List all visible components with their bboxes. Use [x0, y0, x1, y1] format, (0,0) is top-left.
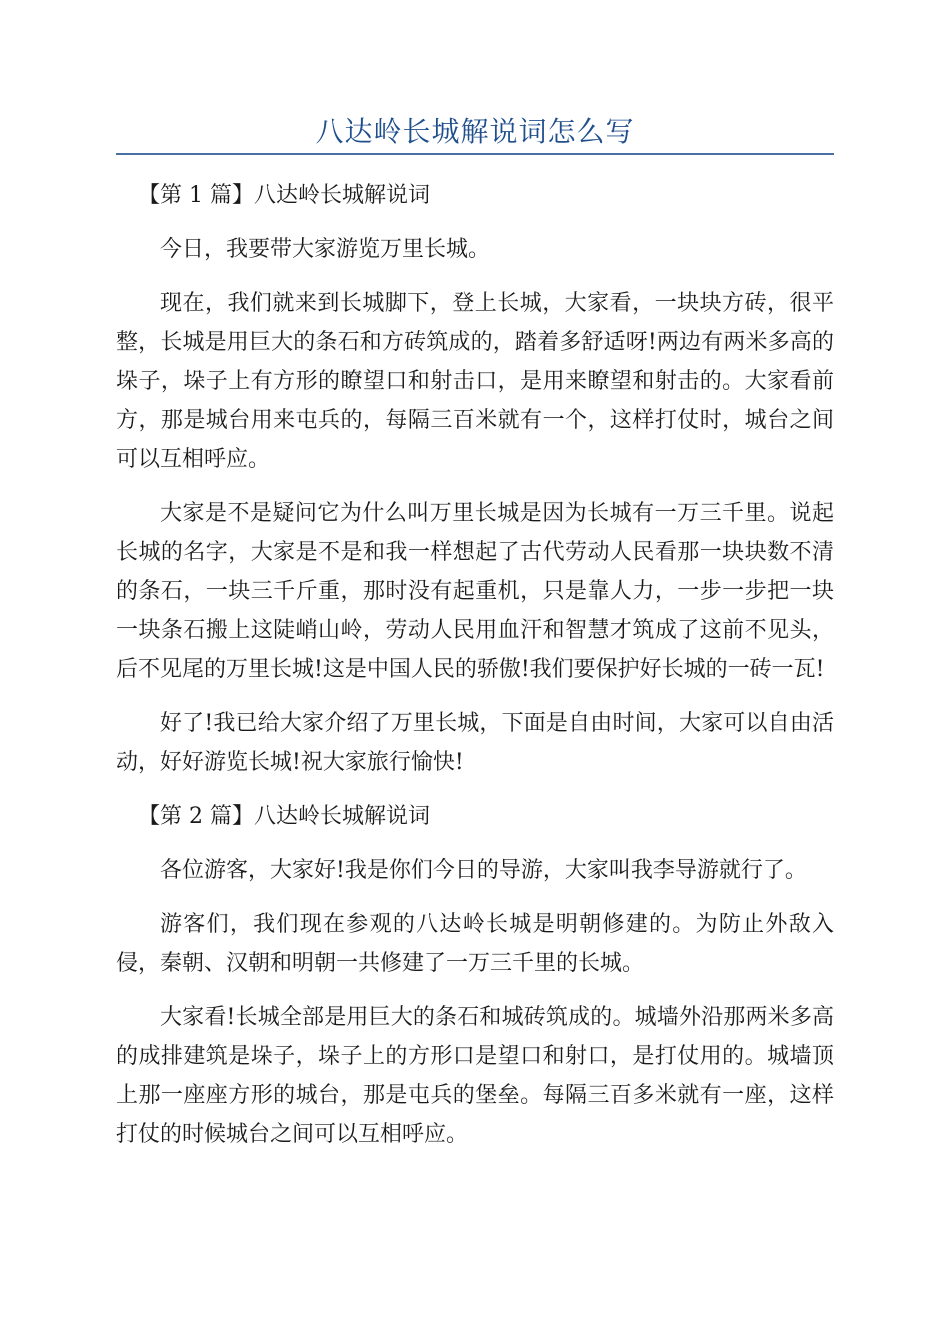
paragraph: 游客们，我们现在参观的八达岭长城是明朝修建的。为防止外敌入侵，秦朝、汉朝和明朝一共修建了一万三千里的长城。: [116, 912, 834, 976]
document-title: 八达岭长城解说词怎么写: [315, 115, 635, 148]
section-heading: 【第 2 篇】八达岭长城解说词: [138, 804, 430, 829]
paragraph: 大家是不是疑问它为什么叫万里长城是因为长城有一万三千里。说起长城的名字，大家是不是和我一样想起了古代劳动人民看那一块块数不清的条石，一块三千斤重，那时没有起重机，只是靠人力，一步一步把一块一块条石搬上这陡峭山岭，劳动人民用血汗和智慧才筑成了这前不见头，后不见尾的万里长城!这是中国人民的骄傲!我们要保护好长城的一砖一瓦!: [116, 501, 834, 682]
paragraph: 现在，我们就来到长城脚下，登上长城，大家看，一块块方砖，很平整，长城是用巨大的条石和方砖筑成的，踏着多舒适呀!两边有两米多高的垛子，垛子上有方形的瞭望口和射击口，是用来瞭望和射击的。大家看前方，那是城台用来屯兵的，每隔三百米就有一个，这样打仗时，城台之间可以互相呼应。: [116, 291, 834, 472]
paragraph: 好了!我已给大家介绍了万里长城，下面是自由时间，大家可以自由活动，好好游览长城!祝大家旅行愉快!: [116, 711, 834, 775]
title-underline: [116, 153, 834, 155]
section-heading: 【第 1 篇】八达岭长城解说词: [138, 183, 430, 208]
paragraph: 大家看!长城全部是用巨大的条石和城砖筑成的。城墙外沿那两米多高的成排建筑是垛子，垛子上的方形口是望口和射口，是打仗用的。城墙顶上那一座座方形的城台，那是屯兵的堡垒。每隔三百多米就有一座，这样打仗的时候城台之间可以互相呼应。: [116, 1005, 834, 1147]
section-2: [116, 797, 834, 1154]
paragraph: 各位游客，大家好!我是你们今日的导游，大家叫我李导游就行了。: [160, 858, 807, 883]
document-body: [116, 176, 834, 1169]
paragraph: 今日，我要带大家游览万里长城。: [160, 237, 491, 262]
section-1: [116, 176, 834, 782]
